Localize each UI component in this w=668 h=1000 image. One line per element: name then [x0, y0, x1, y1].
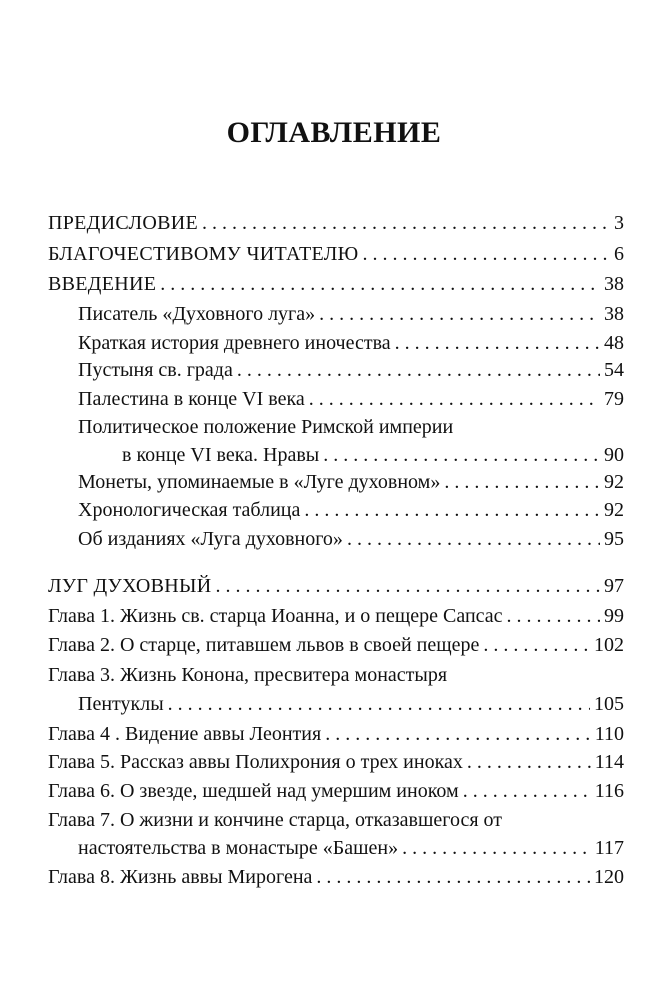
toc-entry-label: Об изданиях «Луга духовного»	[78, 528, 343, 550]
toc-page-number: 97	[604, 575, 624, 597]
toc-page-number: 54	[604, 359, 624, 381]
dot-leader	[304, 495, 600, 525]
dot-leader	[202, 208, 610, 238]
toc-chapter-first-line[interactable]	[48, 660, 624, 690]
toc-page-number: 90	[604, 444, 624, 466]
dot-leader	[467, 747, 591, 777]
dot-leader	[362, 239, 610, 269]
toc-subentry[interactable]	[78, 440, 624, 470]
toc-subentry[interactable]	[78, 384, 624, 414]
toc-entry-label: Монеты, упоминаемые в «Луге духовном»	[78, 471, 441, 493]
toc-entry-label: Глава 1. Жизнь св. старца Иоанна, и о пещере Сапсас	[48, 605, 503, 627]
dot-leader	[215, 571, 600, 601]
toc-entry-label: Глава 5. Рассказ аввы Полихрония о трех иноках	[48, 751, 463, 773]
toc-chapter[interactable]	[48, 776, 624, 806]
toc-chapter[interactable]	[48, 630, 624, 660]
dot-leader	[402, 833, 591, 863]
toc-chapter[interactable]	[48, 747, 624, 777]
toc-entry-introduction[interactable]	[48, 269, 624, 299]
toc-entry-label: ПРЕДИСЛОВИЕ	[48, 212, 199, 234]
toc-page-number: 92	[604, 499, 624, 521]
toc-entry-meadow[interactable]	[48, 571, 624, 601]
toc-subentry[interactable]	[78, 355, 624, 385]
toc-subentry[interactable]	[78, 328, 624, 358]
toc-subentry[interactable]	[78, 495, 624, 525]
toc-entry-reader[interactable]	[48, 239, 624, 269]
dot-leader	[319, 299, 600, 329]
toc-entry-label: Глава 3. Жизнь Конона, пресвитера монастыря	[48, 664, 448, 686]
toc-page-number: 120	[594, 866, 624, 888]
toc-subentry[interactable]	[78, 467, 624, 497]
toc-entry-label: Глава 7. О жизни и кончине старца, отказавшегося от	[48, 809, 503, 831]
dot-leader	[237, 355, 600, 385]
toc-entry-label: Палестина в конце VI века	[78, 388, 305, 410]
dot-leader	[316, 862, 590, 892]
toc-page-number: 6	[614, 243, 624, 265]
toc-entry-label: Глава 4 . Видение аввы Леонтия	[48, 723, 322, 745]
dot-leader	[463, 776, 591, 806]
toc-chapter-first-line[interactable]	[48, 805, 624, 835]
toc-chapter[interactable]	[48, 833, 624, 863]
toc-entry-label: настоятельства в монастыре «Башен»	[78, 837, 399, 859]
toc-entry-label: Пустыня св. града	[78, 359, 233, 381]
toc-page-number: 79	[604, 388, 624, 410]
dot-leader	[347, 524, 600, 554]
dot-leader	[168, 689, 590, 719]
toc-chapter[interactable]	[48, 719, 624, 749]
toc-page-number: 116	[594, 780, 624, 802]
toc-entry-label: Глава 6. О звезде, шедшей над умершим иноком	[48, 780, 459, 802]
dot-leader	[309, 384, 600, 414]
dot-leader	[323, 440, 600, 470]
toc-page-number: 95	[604, 528, 624, 550]
toc-page-number: 48	[604, 332, 624, 354]
toc-entry-label: Политическое положение Римской империи	[78, 416, 454, 438]
toc-entry-label: Хронологическая таблица	[78, 499, 301, 521]
toc-entry-label: Глава 8. Жизнь аввы Мирогена	[48, 866, 313, 888]
toc-entry-label: Пентуклы	[78, 693, 164, 715]
dot-leader	[395, 328, 600, 358]
toc-page-number: 38	[604, 303, 624, 325]
toc-page-number: 110	[594, 723, 624, 745]
toc-page-number: 99	[604, 605, 624, 627]
toc-page-number: 3	[614, 212, 624, 234]
toc-entry-label: БЛАГОЧЕСТИВОМУ ЧИТАТЕЛЮ	[48, 243, 359, 265]
toc-entry-label: ВВЕДЕНИЕ	[48, 273, 157, 295]
toc-entry-preface[interactable]	[48, 208, 624, 238]
toc-page-number: 92	[604, 471, 624, 493]
dot-leader	[483, 630, 590, 660]
toc-page-number: 117	[594, 837, 624, 859]
toc-entry-label: ЛУГ ДУХОВНЫЙ	[48, 575, 212, 597]
page-title: ОГЛАВЛЕНИЕ	[226, 116, 442, 149]
toc-entry-label: Глава 2. О старце, питавшем львов в своей пещере	[48, 634, 480, 656]
dot-leader	[507, 601, 600, 631]
toc-entry-label: Краткая история древнего иночества	[78, 332, 391, 354]
toc-subentry[interactable]	[78, 524, 624, 554]
dot-leader	[160, 269, 600, 299]
toc-entry-label: Писатель «Духовного луга»	[78, 303, 316, 325]
toc-chapter[interactable]	[48, 862, 624, 892]
dot-leader	[325, 719, 591, 749]
toc-chapter[interactable]	[48, 601, 624, 631]
toc-page-number: 102	[594, 634, 624, 656]
toc-page-number: 38	[604, 273, 624, 295]
toc-entry-label: в конце VI века. Нравы	[122, 444, 320, 466]
toc-subentry[interactable]	[78, 299, 624, 329]
toc-page-number: 105	[594, 693, 624, 715]
dot-leader	[444, 467, 600, 497]
toc-chapter[interactable]	[48, 689, 624, 719]
toc-subentry-first-line[interactable]	[78, 412, 624, 442]
toc-page-number: 114	[594, 751, 624, 773]
